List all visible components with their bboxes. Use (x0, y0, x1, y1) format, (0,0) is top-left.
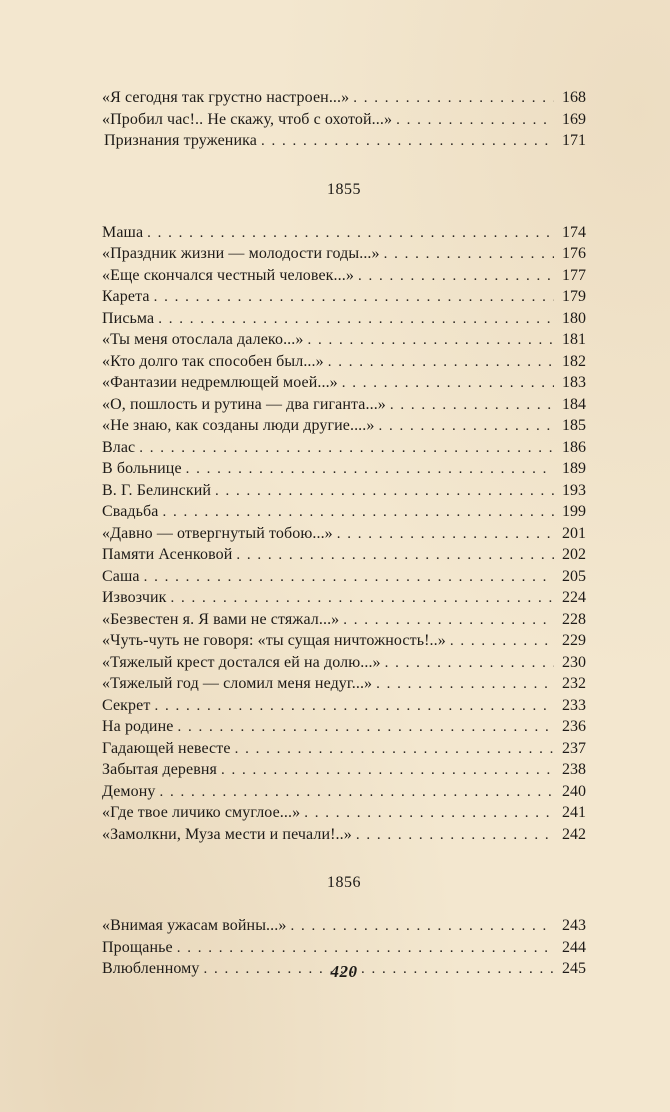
toc-entry (102, 673, 586, 695)
toc-entry-title: «Тяжелый крест достался ей на долю...» (102, 653, 381, 671)
toc-entry-title: Письма (102, 309, 155, 327)
year-heading-1856: 1856 (327, 874, 361, 891)
toc-entry (102, 609, 586, 631)
toc-entry-page: 243 (562, 917, 586, 934)
toc-entry-title: Демону (102, 782, 156, 800)
dot-leader (177, 938, 554, 960)
toc-entry (102, 544, 586, 566)
toc-entry-title: «Где твое личико смуглое...» (102, 804, 301, 821)
toc-entry (102, 480, 586, 502)
toc-entry-title: В. Г. Белинский (102, 481, 212, 499)
toc-page (102, 80, 586, 1090)
toc-entry-page: 238 (562, 761, 586, 778)
dot-leader (385, 653, 554, 675)
toc-entry-title: «Фантазии недремлющей моей...» (102, 374, 338, 391)
toc-entry (102, 915, 586, 937)
dot-leader (384, 244, 554, 266)
dot-leader (158, 309, 554, 331)
toc-group-1855 (102, 222, 586, 846)
toc-entry-title: «Я сегодня так грустно настроен...» (102, 89, 350, 106)
toc-entry (102, 87, 586, 109)
toc-entry (102, 109, 586, 131)
dot-leader (390, 395, 554, 417)
toc-entry-page: 180 (562, 309, 586, 327)
toc-entry-page: 233 (562, 696, 586, 714)
dot-leader (154, 696, 554, 718)
toc-group-top (102, 87, 586, 152)
toc-entry-title: «Не знаю, как созданы люди другие....» (102, 417, 375, 434)
dot-leader (186, 459, 554, 481)
toc-entry (102, 458, 586, 480)
dot-leader (177, 717, 554, 739)
dot-leader (304, 803, 554, 825)
dot-leader (147, 223, 554, 245)
toc-entry-page: 244 (562, 938, 586, 956)
toc-entry-title: «Безвестен я. Я вами не стяжал...» (102, 610, 340, 628)
toc-entry-title: Карета (102, 288, 150, 305)
dot-leader (337, 524, 554, 546)
dot-leader (235, 739, 554, 761)
dot-leader (144, 567, 554, 589)
toc-entry-page: 169 (562, 110, 586, 128)
toc-entry-page: 230 (562, 653, 586, 671)
dot-leader (139, 438, 554, 460)
toc-entry (102, 566, 586, 588)
toc-entry-title: Саша (102, 567, 140, 585)
toc-entry-title: Гадающей невесте (102, 739, 231, 757)
toc-entry-page: 185 (562, 417, 586, 434)
toc-entry-page: 205 (562, 567, 586, 585)
toc-entry (102, 501, 586, 523)
dot-leader (396, 110, 554, 132)
toc-entry-title: «Пробил час!.. Не скажу, чтоб с охотой...» (102, 110, 393, 128)
dot-leader (290, 916, 554, 938)
toc-entry-title: «Тяжелый год — сломил меня недуг...» (102, 675, 373, 692)
dot-leader (328, 352, 554, 374)
toc-entry-page: 236 (562, 718, 586, 735)
toc-entry-title: «Кто долго так способен был...» (102, 352, 324, 370)
dot-leader (353, 88, 554, 110)
toc-entry-title: На родине (102, 718, 174, 735)
toc-entry (102, 130, 586, 152)
toc-entry-page: 240 (562, 782, 586, 800)
year-heading-1855: 1855 (327, 180, 361, 198)
toc-entry-page: 242 (562, 825, 586, 843)
toc-entry-page: 174 (562, 223, 586, 241)
dot-leader (356, 825, 554, 847)
dot-leader (450, 631, 554, 653)
toc-entry-page: 181 (562, 331, 586, 348)
toc-entry-page: 168 (562, 89, 586, 106)
toc-entry-page: 184 (562, 395, 586, 413)
toc-entry (102, 308, 586, 330)
toc-entry (102, 802, 586, 824)
toc-entry (102, 695, 586, 717)
toc-entry (102, 630, 586, 652)
toc-entry (102, 824, 586, 846)
toc-entry-title: Секрет (102, 696, 151, 714)
dot-leader (236, 545, 554, 567)
toc-entry-page: 186 (562, 438, 586, 456)
toc-entry-page: 201 (562, 524, 586, 542)
toc-entry-title: «Праздник жизни — молодости годы...» (102, 245, 380, 262)
toc-entry-title: Забытая деревня (102, 761, 217, 778)
toc-entry-title: «Ты меня отослала далеко...» (102, 331, 304, 348)
dot-leader (308, 330, 555, 352)
toc-entry (102, 716, 586, 738)
toc-entry-page: 224 (562, 589, 586, 606)
toc-entry-page: 189 (562, 460, 586, 477)
page-number: 420 (330, 962, 358, 981)
toc-entry-title: Маша (102, 223, 144, 241)
toc-entry-page: 229 (562, 632, 586, 649)
dot-leader (215, 481, 554, 503)
toc-entry-title: Прощанье (102, 938, 173, 956)
toc-entry (102, 759, 586, 781)
toc-entry-page: 176 (562, 245, 586, 262)
toc-entry (102, 265, 586, 287)
toc-entry-page: 177 (562, 266, 586, 284)
dot-leader (376, 674, 554, 696)
toc-entry-title: «Еще скончался честный человек...» (102, 266, 354, 284)
toc-entry-title: В больнице (102, 460, 182, 477)
toc-entry (102, 587, 586, 609)
toc-entry (102, 652, 586, 674)
toc-entry (102, 372, 586, 394)
toc-entry (102, 286, 586, 308)
toc-entry-page: 183 (562, 374, 586, 391)
toc-entry-page: 237 (562, 739, 586, 757)
dot-leader (261, 131, 554, 153)
toc-entry-title: «Внимая ужасам войны...» (102, 917, 287, 934)
toc-entry-title: «Чуть-чуть не говоря: «ты сущая ничтожность!..» (102, 632, 446, 649)
toc-entry-page: 182 (562, 352, 586, 370)
toc-entry-title: «О, пошлость и рутина — два гиганта...» (102, 395, 386, 413)
dot-leader (154, 287, 554, 309)
toc-entry-page: 193 (562, 481, 586, 499)
dot-leader (160, 782, 555, 804)
toc-entry (102, 523, 586, 545)
toc-entry-page: 179 (562, 288, 586, 305)
dot-leader (163, 502, 555, 524)
dot-leader (358, 266, 554, 288)
toc-entry (102, 437, 586, 459)
dot-leader (221, 760, 554, 782)
toc-entry (102, 415, 586, 437)
toc-entry (102, 937, 586, 959)
toc-entry (102, 351, 586, 373)
toc-entry (102, 738, 586, 760)
toc-entry (102, 781, 586, 803)
dot-leader (343, 610, 554, 632)
dot-leader (171, 588, 554, 610)
toc-entry (102, 329, 586, 351)
toc-entry-page: 241 (562, 804, 586, 821)
toc-entry-page: 232 (562, 675, 586, 692)
dot-leader (342, 373, 554, 395)
toc-entry-page: 228 (562, 610, 586, 628)
toc-entry (102, 394, 586, 416)
toc-entry-title: Свадьба (102, 503, 159, 520)
toc-entry-title: «Замолкни, Муза мести и печали!..» (102, 825, 352, 843)
toc-entry-page: 171 (562, 132, 586, 149)
toc-entry-page: 199 (562, 503, 586, 520)
toc-entry (102, 222, 586, 244)
toc-entry-title: Памяти Асенковой (102, 546, 233, 563)
toc-entry-page: 245 (562, 960, 586, 977)
toc-entry-title: Извозчик (102, 589, 167, 606)
toc-entry (102, 243, 586, 265)
dot-leader (378, 416, 554, 438)
toc-entry-title: Признания труженика (104, 132, 257, 149)
toc-entry-title: «Давно — отвергнутый тобою...» (102, 524, 333, 542)
toc-entry-page: 202 (562, 546, 586, 563)
toc-entry-title: Влюбленному (102, 960, 200, 977)
toc-entry-title: Влас (102, 438, 136, 456)
